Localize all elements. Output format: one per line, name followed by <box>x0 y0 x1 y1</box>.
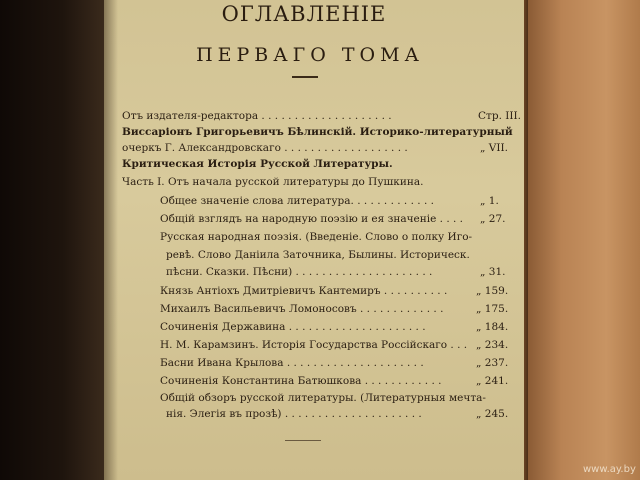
toc-entry-text: нія. Элегія въ прозѣ) . . . . . . . . . . . . . . . . . . . . . <box>166 408 422 420</box>
toc-entry-text: Русская народная поэзія. (Введеніе. Слово о полку Иго- <box>160 231 473 243</box>
toc-entry-page: „ 27. <box>480 213 506 225</box>
toc-entry-text: Сочиненія Державина . . . . . . . . . . . . . . . . . . . . . <box>160 321 426 333</box>
toc-entry-text: Общее значеніе слова литература. . . . . . . . . . . . . <box>160 195 434 207</box>
page-subtitle: ПЕРВАГО ТОМА <box>196 44 424 66</box>
toc-entry-page: „ 1. <box>480 195 499 207</box>
toc-section-heading: Критическая Исторія Русской Литературы. <box>122 158 393 170</box>
toc-entry-text: Михаилъ Васильевичъ Ломоносовъ . . . . . . . . . . . . . <box>160 303 444 315</box>
toc-entry-page: „ 241. <box>476 375 509 387</box>
toc-entry-page: „ 245. <box>476 408 509 420</box>
toc-entry-text: Отъ издателя-редактора . . . . . . . . . . . . . . . . . . . . <box>122 110 392 122</box>
toc-entry-text: Князь Антіохъ Дмитріевичъ Кантемиръ . . . . . . . . . . <box>160 285 448 297</box>
toc-entry-text: Виссаріонъ Григорьевичъ Бѣлинскій. Историко-литературный <box>122 126 513 138</box>
left-background <box>0 0 104 480</box>
toc-entry-page: „ 237. <box>476 357 509 369</box>
toc-entry-text: Общій взглядъ на народную поэзію и ея значеніе . . . . <box>160 213 464 225</box>
divider-ornament <box>292 76 318 80</box>
toc-entry-text: ревѣ. Слово Даніила Заточника, Былины. Историческ. <box>166 249 470 261</box>
toc-entry-page: „ VII. <box>480 142 508 154</box>
page-title: ОГЛАВЛЕНІЕ <box>221 2 387 26</box>
toc-entry-text: Н. М. Карамзинъ. Исторія Государства Россійскаго . . . <box>160 339 468 351</box>
toc-entry-page: „ 159. <box>476 285 509 297</box>
toc-entry-text: Общій обзоръ русской литературы. (Литературныя мечта- <box>160 392 486 404</box>
bottom-rule <box>285 440 321 443</box>
toc-entry-text: Басни Ивана Крылова . . . . . . . . . . . . . . . . . . . . . <box>160 357 424 369</box>
toc-part-heading: Часть I. Отъ начала русской литературы до Пушкина. <box>122 176 424 188</box>
toc-entry-page: „ 184. <box>476 321 509 333</box>
right-page-edge <box>528 0 640 480</box>
toc-entry-page: „ 31. <box>480 266 506 278</box>
page-gutter-shadow <box>104 0 118 480</box>
watermark-text: www.ay.by <box>583 464 636 475</box>
toc-entry-text: пѣсни. Сказки. Пѣсни) . . . . . . . . . . . . . . . . . . . . . <box>166 266 433 278</box>
toc-entry-page: „ 175. <box>476 303 509 315</box>
toc-entry-text: очеркъ Г. Александровскаго . . . . . . . . . . . . . . . . . . . <box>122 142 408 154</box>
toc-entry-text: Сочиненія Константина Батюшкова . . . . . . . . . . . . <box>160 375 442 387</box>
toc-entry-page: Стр. III. <box>478 110 522 122</box>
toc-entry-page: „ 234. <box>476 339 509 351</box>
